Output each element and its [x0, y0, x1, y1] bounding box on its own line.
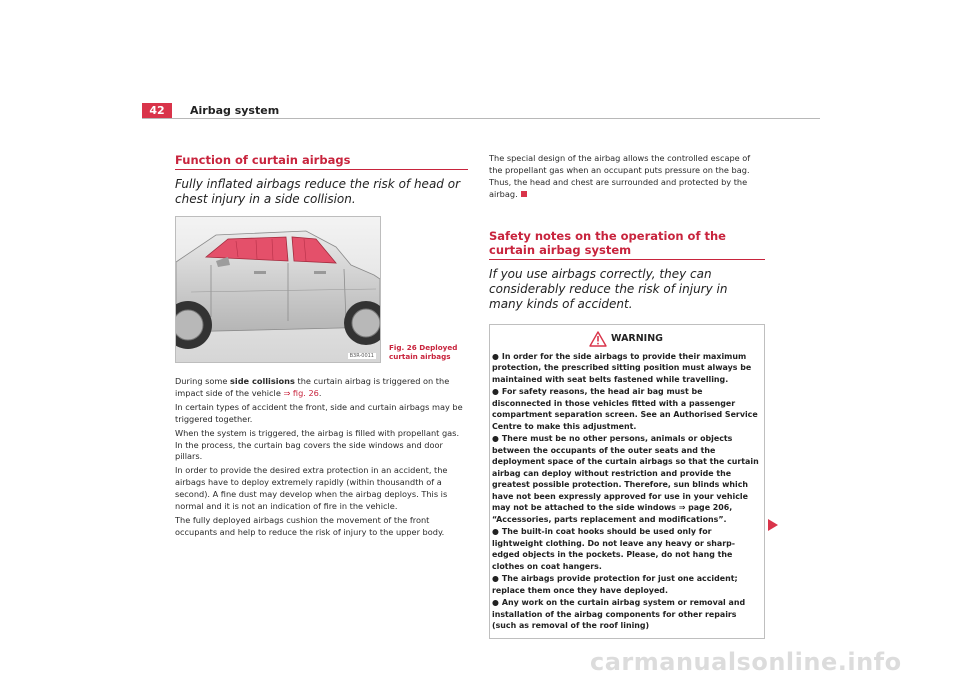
watermark: carmanualsonline.info [590, 648, 902, 676]
section-subtitle: If you use airbags correctly, they can considerably reduce the risk of injury in many kinds of accident. [489, 266, 728, 311]
warning-item: ● The built-in coat hooks should be used only for lightweight clothing. Do not leave any heavy or sharp-edged objects in the pockets. Please, do not hang the clothes on coat hangers. [492, 527, 736, 571]
section-title: Function of curtain airbags [175, 153, 468, 170]
page-number: 42 [142, 103, 172, 119]
warning-triangle-icon [589, 331, 607, 347]
warning-title: WARNING [611, 333, 663, 345]
left-column [175, 153, 468, 541]
section-subtitle: Fully inflated airbags reduce the risk of head or chest injury in a side collision. [175, 177, 460, 206]
warning-header [492, 331, 760, 347]
figure-code: B3R-0011 [349, 353, 374, 359]
paragraph: The fully deployed airbags cushion the movement of the front occupants and help to reduce the risk of injury to the upper body. [175, 514, 445, 537]
figure-caption: Fig. 26 Deployed curtain airbags [389, 343, 458, 361]
header-divider [142, 118, 820, 119]
paragraph: During some side collisions the curtain airbag is triggered on the impact side of the vehicle ⇒ fig. 26. [175, 376, 450, 398]
warning-item: ● In order for the side airbags to provide their maximum protection, the prescribed sitting position must always be maintained with seat belts fastened while travelling. [492, 351, 752, 384]
running-header: Airbag system [190, 104, 280, 117]
paragraph: When the system is triggered, the airbag is filled with propellant gas. In the process, the curtain bag covers the side windows and door pillars. [175, 427, 460, 462]
section-end-mark [521, 191, 527, 197]
warning-item: ● The airbags provide protection for just one accident; replace them once they have deployed. [492, 574, 738, 595]
paragraph: In order to provide the desired extra protection in an accident, the airbags have to deploy extremely rapidly (within thousandth of a second). A fine dust may develop when the airbag deploys. This is normal and it is not an indication of fire in the vehicle. [175, 465, 448, 512]
warning-box [489, 324, 765, 639]
car-illustration [175, 216, 381, 363]
right-column [489, 153, 765, 639]
figure-26 [175, 216, 468, 362]
figure-link[interactable]: ⇒ fig. 26 [283, 387, 319, 398]
warning-item: ● For safety reasons, the head air bag must be disconnected in those vehicles fitted with a passenger compartment separation screen. See an Authorised Service Centre to make this adjustment. [492, 387, 758, 431]
continue-arrow-icon[interactable] [768, 519, 778, 531]
paragraph: The special design of the airbag allows the controlled escape of the propellant gas when an occupant puts pressure on the bag. Thus, the head and chest are surrounded and protected by the airbag. [489, 153, 751, 199]
warning-item: ● There must be no other persons, animals or objects between the occupants of the outer seats and the deployment space of the curtain airbags so that the curtain airbag can deploy without restriction and provide the greatest possible protection. Therefore, sun blinds which have not been expressly approved for use in your vehicle may not be attached to the side windows ⇒ page 206, “Accessories, parts replacement and modifications”. [492, 434, 759, 524]
warning-item: ● Any work on the curtain airbag system or removal and installation of the airbag components for other repairs (such as removal of the roof lining) [492, 598, 746, 631]
section-title: Safety notes on the operation of the curtain airbag system [489, 229, 765, 260]
paragraph: In certain types of accident the front, side and curtain airbags may be triggered together. [175, 401, 463, 424]
